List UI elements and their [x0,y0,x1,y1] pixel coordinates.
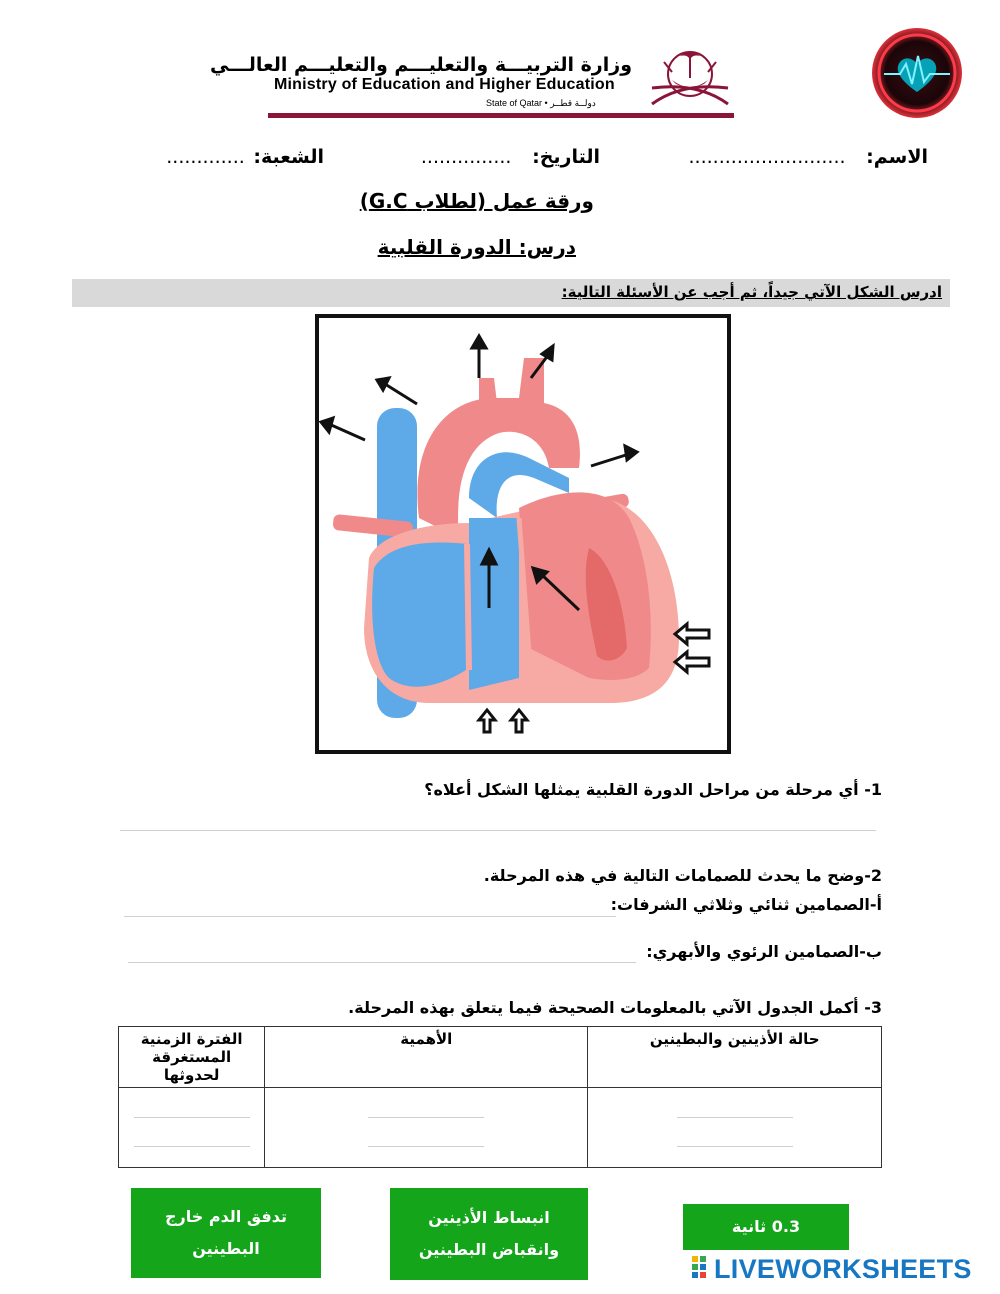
lesson-title: درس: الدورة القلبية [377,235,576,259]
table-header-duration: الفترة الزمنية المستغرقة لحدوثها [119,1027,265,1088]
question-3: 3- أكمل الجدول الآتي بالمعلومات الصحيحة فيما يتعلق بهذه المرحلة. [348,998,882,1017]
question-2b: ب-الصمامين الرئوي والأبهري: [646,942,882,961]
table-row [119,1088,882,1168]
drop-zone-state[interactable] [588,1088,882,1168]
table-header-row [119,1027,882,1088]
question-2: 2-وضح ما يحدث للصمامات التالية في هذه المرحلة. [483,866,882,885]
ministry-name-english: Ministry of Education and Higher Education [274,76,615,93]
heart-diagram-icon [319,318,727,750]
date-blank[interactable]: ............... [420,146,512,168]
heart-diagram [315,314,731,754]
date-field [421,146,600,168]
info-table [118,1026,882,1168]
table-header-state: حالة الأذينين والبطينين [588,1027,882,1088]
option-blood-flow[interactable]: تدفق الدم خارج البطينين [131,1188,321,1278]
name-field [689,146,929,168]
heart-logo-icon [870,26,964,120]
instruction-text: ادرس الشكل الآتي جيداً، ثم أجب عن الأسئلة التالية: [561,283,942,301]
instruction-bar [72,279,950,307]
option-duration[interactable]: 0.3 ثانية [683,1204,849,1250]
question-2a: أ-الصمامين ثنائي وثلاثي الشرفات: [610,895,882,914]
header-divider [268,113,734,118]
name-label: الاسم: [866,146,928,168]
blank-slot[interactable] [677,1117,793,1118]
blank-slot[interactable] [677,1146,793,1147]
ministry-name-arabic: وزارة التربيـــة والتعليـــم والتعليـــم العالـــي [210,54,632,76]
drop-zone-importance[interactable] [265,1088,588,1168]
section-field [166,146,324,168]
name-blank[interactable]: .......................... [688,146,846,168]
section-blank[interactable]: ............. [166,146,245,168]
option-atria-relax[interactable]: انبساط الأذينين وانقباض البطينين [390,1188,588,1280]
date-label: التاريخ: [532,146,600,168]
answer-line-1[interactable] [120,830,876,831]
brand-logo-icon [692,1256,714,1282]
state-of-qatar: State of Qatar • دولــة قطــر [486,98,596,108]
question-1: 1- أي مرحلة من مراحل الدورة القلبية يمثلها الشكل أعلاه؟ [424,780,882,799]
blank-slot[interactable] [368,1117,484,1118]
answer-line-2a[interactable] [124,916,616,917]
blank-slot[interactable] [134,1146,250,1147]
blank-slot[interactable] [368,1146,484,1147]
brand-name: LIVEWORKSHEETS [714,1253,972,1284]
qatar-emblem-icon [642,38,738,112]
worksheet-title: ورقة عمل (لطلاب G.C) [359,189,594,213]
blank-slot[interactable] [134,1117,250,1118]
drop-zone-duration[interactable] [119,1088,265,1168]
table-header-importance: الأهمية [265,1027,588,1088]
liveworksheets-brand [692,1252,972,1286]
answer-line-2b[interactable] [128,962,636,963]
section-label: الشعبة: [253,146,324,168]
